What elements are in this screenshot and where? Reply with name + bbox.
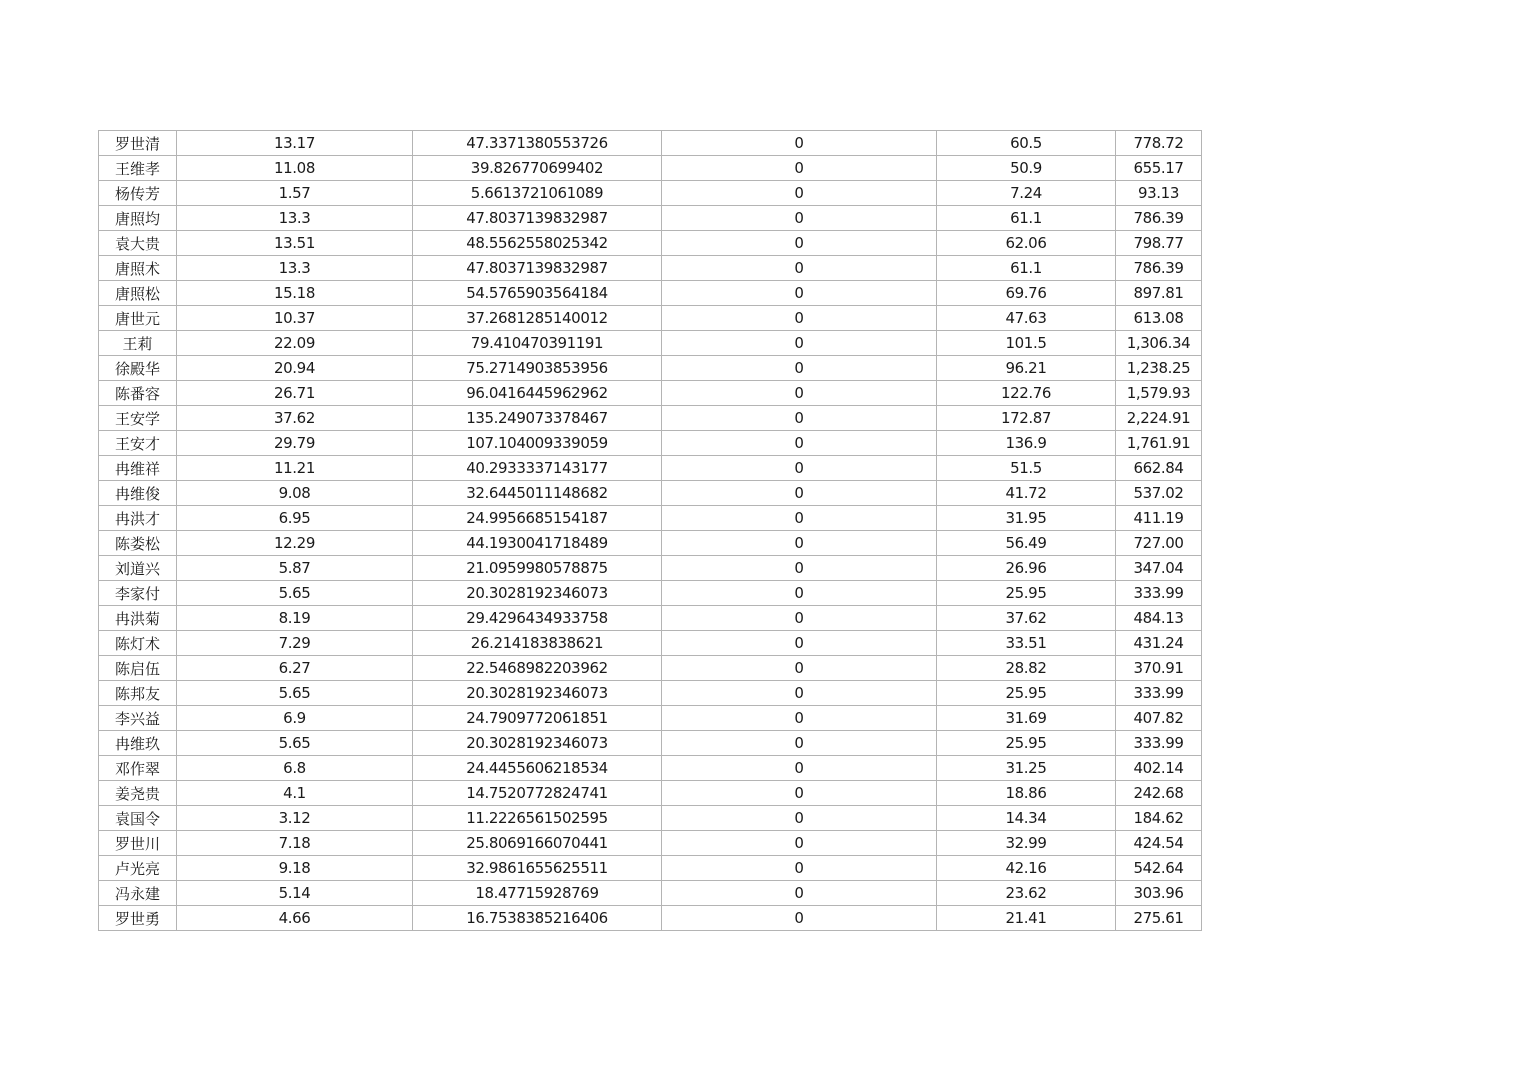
value-cell-d: 25.95 bbox=[937, 681, 1116, 706]
value-cell-d: 136.9 bbox=[937, 431, 1116, 456]
table-row bbox=[99, 281, 1202, 306]
value-cell-b: 20.3028192346073 bbox=[413, 731, 662, 756]
value-cell-b: 32.9861655625511 bbox=[413, 856, 662, 881]
amount-cell: 786.39 bbox=[1116, 256, 1202, 281]
value-cell-a: 8.19 bbox=[177, 606, 413, 631]
table-row bbox=[99, 131, 1202, 156]
value-cell-b: 39.826770699402 bbox=[413, 156, 662, 181]
table-row bbox=[99, 606, 1202, 631]
value-cell-c: 0 bbox=[662, 756, 937, 781]
table-row bbox=[99, 631, 1202, 656]
value-cell-d: 60.5 bbox=[937, 131, 1116, 156]
value-cell-b: 16.7538385216406 bbox=[413, 906, 662, 931]
amount-cell: 411.19 bbox=[1116, 506, 1202, 531]
name-cell: 李家付 bbox=[99, 581, 177, 606]
value-cell-d: 56.49 bbox=[937, 531, 1116, 556]
amount-cell: 370.91 bbox=[1116, 656, 1202, 681]
amount-cell: 333.99 bbox=[1116, 681, 1202, 706]
value-cell-d: 23.62 bbox=[937, 881, 1116, 906]
amount-cell: 407.82 bbox=[1116, 706, 1202, 731]
amount-cell: 242.68 bbox=[1116, 781, 1202, 806]
table-row bbox=[99, 481, 1202, 506]
name-cell: 冯永建 bbox=[99, 881, 177, 906]
value-cell-c: 0 bbox=[662, 881, 937, 906]
value-cell-d: 47.63 bbox=[937, 306, 1116, 331]
value-cell-c: 0 bbox=[662, 231, 937, 256]
value-cell-a: 5.65 bbox=[177, 731, 413, 756]
value-cell-a: 7.29 bbox=[177, 631, 413, 656]
value-cell-a: 3.12 bbox=[177, 806, 413, 831]
table-row bbox=[99, 681, 1202, 706]
value-cell-a: 9.08 bbox=[177, 481, 413, 506]
table-row bbox=[99, 256, 1202, 281]
value-cell-c: 0 bbox=[662, 406, 937, 431]
value-cell-d: 21.41 bbox=[937, 906, 1116, 931]
amount-cell: 424.54 bbox=[1116, 831, 1202, 856]
name-cell: 冉洪菊 bbox=[99, 606, 177, 631]
value-cell-d: 50.9 bbox=[937, 156, 1116, 181]
value-cell-d: 25.95 bbox=[937, 581, 1116, 606]
value-cell-b: 48.5562558025342 bbox=[413, 231, 662, 256]
value-cell-b: 5.6613721061089 bbox=[413, 181, 662, 206]
amount-cell: 542.64 bbox=[1116, 856, 1202, 881]
name-cell: 冉洪才 bbox=[99, 506, 177, 531]
amount-cell: 1,579.93 bbox=[1116, 381, 1202, 406]
value-cell-c: 0 bbox=[662, 531, 937, 556]
value-cell-c: 0 bbox=[662, 256, 937, 281]
value-cell-b: 79.410470391191 bbox=[413, 331, 662, 356]
table-row bbox=[99, 406, 1202, 431]
value-cell-a: 20.94 bbox=[177, 356, 413, 381]
amount-cell: 613.08 bbox=[1116, 306, 1202, 331]
value-cell-b: 22.5468982203962 bbox=[413, 656, 662, 681]
data-table bbox=[98, 130, 1202, 931]
value-cell-d: 61.1 bbox=[937, 256, 1116, 281]
table-row bbox=[99, 356, 1202, 381]
value-cell-c: 0 bbox=[662, 906, 937, 931]
value-cell-b: 40.2933337143177 bbox=[413, 456, 662, 481]
value-cell-c: 0 bbox=[662, 281, 937, 306]
value-cell-a: 29.79 bbox=[177, 431, 413, 456]
value-cell-c: 0 bbox=[662, 156, 937, 181]
value-cell-d: 51.5 bbox=[937, 456, 1116, 481]
amount-cell: 347.04 bbox=[1116, 556, 1202, 581]
table-row bbox=[99, 456, 1202, 481]
value-cell-b: 21.0959980578875 bbox=[413, 556, 662, 581]
value-cell-b: 54.5765903564184 bbox=[413, 281, 662, 306]
value-cell-a: 7.18 bbox=[177, 831, 413, 856]
value-cell-c: 0 bbox=[662, 306, 937, 331]
value-cell-b: 44.1930041718489 bbox=[413, 531, 662, 556]
value-cell-c: 0 bbox=[662, 706, 937, 731]
value-cell-b: 107.104009339059 bbox=[413, 431, 662, 456]
value-cell-a: 13.51 bbox=[177, 231, 413, 256]
value-cell-a: 11.08 bbox=[177, 156, 413, 181]
value-cell-a: 10.37 bbox=[177, 306, 413, 331]
table-row bbox=[99, 381, 1202, 406]
name-cell: 李兴益 bbox=[99, 706, 177, 731]
name-cell: 邓作翠 bbox=[99, 756, 177, 781]
value-cell-a: 13.3 bbox=[177, 256, 413, 281]
amount-cell: 778.72 bbox=[1116, 131, 1202, 156]
value-cell-c: 0 bbox=[662, 181, 937, 206]
amount-cell: 93.13 bbox=[1116, 181, 1202, 206]
name-cell: 冉维俊 bbox=[99, 481, 177, 506]
amount-cell: 402.14 bbox=[1116, 756, 1202, 781]
value-cell-c: 0 bbox=[662, 631, 937, 656]
table-row bbox=[99, 706, 1202, 731]
amount-cell: 184.62 bbox=[1116, 806, 1202, 831]
amount-cell: 537.02 bbox=[1116, 481, 1202, 506]
value-cell-b: 20.3028192346073 bbox=[413, 581, 662, 606]
table-row bbox=[99, 831, 1202, 856]
name-cell: 冉维祥 bbox=[99, 456, 177, 481]
amount-cell: 303.96 bbox=[1116, 881, 1202, 906]
name-cell: 陈娄松 bbox=[99, 531, 177, 556]
value-cell-b: 47.3371380553726 bbox=[413, 131, 662, 156]
table-row bbox=[99, 581, 1202, 606]
value-cell-c: 0 bbox=[662, 356, 937, 381]
value-cell-c: 0 bbox=[662, 856, 937, 881]
table-row bbox=[99, 656, 1202, 681]
value-cell-c: 0 bbox=[662, 206, 937, 231]
value-cell-a: 22.09 bbox=[177, 331, 413, 356]
value-cell-a: 4.66 bbox=[177, 906, 413, 931]
table-row bbox=[99, 231, 1202, 256]
table-row bbox=[99, 856, 1202, 881]
amount-cell: 333.99 bbox=[1116, 731, 1202, 756]
amount-cell: 275.61 bbox=[1116, 906, 1202, 931]
value-cell-c: 0 bbox=[662, 381, 937, 406]
name-cell: 王安才 bbox=[99, 431, 177, 456]
value-cell-d: 25.95 bbox=[937, 731, 1116, 756]
name-cell: 罗世清 bbox=[99, 131, 177, 156]
value-cell-d: 31.25 bbox=[937, 756, 1116, 781]
name-cell: 罗世勇 bbox=[99, 906, 177, 931]
value-cell-c: 0 bbox=[662, 481, 937, 506]
value-cell-c: 0 bbox=[662, 781, 937, 806]
amount-cell: 1,238.25 bbox=[1116, 356, 1202, 381]
amount-cell: 662.84 bbox=[1116, 456, 1202, 481]
value-cell-a: 13.17 bbox=[177, 131, 413, 156]
name-cell: 姜尧贵 bbox=[99, 781, 177, 806]
value-cell-a: 11.21 bbox=[177, 456, 413, 481]
value-cell-b: 47.8037139832987 bbox=[413, 256, 662, 281]
value-cell-b: 24.9956685154187 bbox=[413, 506, 662, 531]
value-cell-c: 0 bbox=[662, 131, 937, 156]
table-row bbox=[99, 881, 1202, 906]
value-cell-c: 0 bbox=[662, 831, 937, 856]
value-cell-b: 18.47715928769 bbox=[413, 881, 662, 906]
table-row bbox=[99, 756, 1202, 781]
name-cell: 袁大贵 bbox=[99, 231, 177, 256]
name-cell: 刘道兴 bbox=[99, 556, 177, 581]
value-cell-d: 61.1 bbox=[937, 206, 1116, 231]
table-row bbox=[99, 431, 1202, 456]
value-cell-c: 0 bbox=[662, 581, 937, 606]
table-row bbox=[99, 156, 1202, 181]
value-cell-d: 7.24 bbox=[937, 181, 1116, 206]
amount-cell: 333.99 bbox=[1116, 581, 1202, 606]
name-cell: 袁国令 bbox=[99, 806, 177, 831]
value-cell-d: 62.06 bbox=[937, 231, 1116, 256]
value-cell-d: 172.87 bbox=[937, 406, 1116, 431]
value-cell-d: 42.16 bbox=[937, 856, 1116, 881]
name-cell: 唐照术 bbox=[99, 256, 177, 281]
name-cell: 王安学 bbox=[99, 406, 177, 431]
table-row bbox=[99, 781, 1202, 806]
value-cell-c: 0 bbox=[662, 331, 937, 356]
value-cell-d: 96.21 bbox=[937, 356, 1116, 381]
name-cell: 陈灯术 bbox=[99, 631, 177, 656]
value-cell-d: 41.72 bbox=[937, 481, 1116, 506]
name-cell: 陈番容 bbox=[99, 381, 177, 406]
name-cell: 卢光亮 bbox=[99, 856, 177, 881]
value-cell-b: 47.8037139832987 bbox=[413, 206, 662, 231]
value-cell-b: 24.7909772061851 bbox=[413, 706, 662, 731]
amount-cell: 1,306.34 bbox=[1116, 331, 1202, 356]
amount-cell: 484.13 bbox=[1116, 606, 1202, 631]
value-cell-a: 15.18 bbox=[177, 281, 413, 306]
value-cell-d: 26.96 bbox=[937, 556, 1116, 581]
value-cell-b: 135.249073378467 bbox=[413, 406, 662, 431]
table-row bbox=[99, 806, 1202, 831]
value-cell-d: 122.76 bbox=[937, 381, 1116, 406]
value-cell-c: 0 bbox=[662, 681, 937, 706]
value-cell-b: 26.214183838621 bbox=[413, 631, 662, 656]
value-cell-c: 0 bbox=[662, 731, 937, 756]
amount-cell: 798.77 bbox=[1116, 231, 1202, 256]
value-cell-a: 26.71 bbox=[177, 381, 413, 406]
value-cell-a: 5.14 bbox=[177, 881, 413, 906]
name-cell: 徐殿华 bbox=[99, 356, 177, 381]
value-cell-c: 0 bbox=[662, 656, 937, 681]
value-cell-a: 6.27 bbox=[177, 656, 413, 681]
name-cell: 陈启伍 bbox=[99, 656, 177, 681]
value-cell-c: 0 bbox=[662, 456, 937, 481]
value-cell-b: 24.4455606218534 bbox=[413, 756, 662, 781]
value-cell-c: 0 bbox=[662, 506, 937, 531]
table-row bbox=[99, 556, 1202, 581]
value-cell-c: 0 bbox=[662, 431, 937, 456]
value-cell-b: 20.3028192346073 bbox=[413, 681, 662, 706]
value-cell-a: 4.1 bbox=[177, 781, 413, 806]
value-cell-a: 12.29 bbox=[177, 531, 413, 556]
name-cell: 冉维玖 bbox=[99, 731, 177, 756]
value-cell-d: 28.82 bbox=[937, 656, 1116, 681]
value-cell-b: 32.6445011148682 bbox=[413, 481, 662, 506]
name-cell: 王莉 bbox=[99, 331, 177, 356]
value-cell-a: 6.9 bbox=[177, 706, 413, 731]
table-body bbox=[99, 131, 1202, 931]
value-cell-d: 101.5 bbox=[937, 331, 1116, 356]
name-cell: 唐照松 bbox=[99, 281, 177, 306]
name-cell: 唐照均 bbox=[99, 206, 177, 231]
value-cell-a: 13.3 bbox=[177, 206, 413, 231]
name-cell: 王维孝 bbox=[99, 156, 177, 181]
value-cell-c: 0 bbox=[662, 806, 937, 831]
value-cell-d: 18.86 bbox=[937, 781, 1116, 806]
value-cell-a: 37.62 bbox=[177, 406, 413, 431]
table-row bbox=[99, 331, 1202, 356]
value-cell-a: 5.65 bbox=[177, 681, 413, 706]
value-cell-a: 5.87 bbox=[177, 556, 413, 581]
table-row bbox=[99, 906, 1202, 931]
value-cell-b: 96.0416445962962 bbox=[413, 381, 662, 406]
value-cell-d: 69.76 bbox=[937, 281, 1116, 306]
amount-cell: 786.39 bbox=[1116, 206, 1202, 231]
value-cell-b: 11.2226561502595 bbox=[413, 806, 662, 831]
value-cell-d: 31.69 bbox=[937, 706, 1116, 731]
amount-cell: 1,761.91 bbox=[1116, 431, 1202, 456]
value-cell-d: 37.62 bbox=[937, 606, 1116, 631]
value-cell-b: 25.8069166070441 bbox=[413, 831, 662, 856]
name-cell: 杨传芳 bbox=[99, 181, 177, 206]
amount-cell: 655.17 bbox=[1116, 156, 1202, 181]
value-cell-a: 6.95 bbox=[177, 506, 413, 531]
table-row bbox=[99, 731, 1202, 756]
value-cell-a: 1.57 bbox=[177, 181, 413, 206]
value-cell-b: 14.7520772824741 bbox=[413, 781, 662, 806]
table-row bbox=[99, 531, 1202, 556]
value-cell-b: 29.4296434933758 bbox=[413, 606, 662, 631]
value-cell-d: 32.99 bbox=[937, 831, 1116, 856]
table-row bbox=[99, 206, 1202, 231]
value-cell-c: 0 bbox=[662, 556, 937, 581]
value-cell-d: 31.95 bbox=[937, 506, 1116, 531]
value-cell-c: 0 bbox=[662, 606, 937, 631]
value-cell-a: 6.8 bbox=[177, 756, 413, 781]
name-cell: 唐世元 bbox=[99, 306, 177, 331]
value-cell-a: 5.65 bbox=[177, 581, 413, 606]
name-cell: 罗世川 bbox=[99, 831, 177, 856]
value-cell-b: 37.2681285140012 bbox=[413, 306, 662, 331]
table-row bbox=[99, 506, 1202, 531]
value-cell-d: 14.34 bbox=[937, 806, 1116, 831]
table-row bbox=[99, 181, 1202, 206]
table-row bbox=[99, 306, 1202, 331]
value-cell-a: 9.18 bbox=[177, 856, 413, 881]
amount-cell: 897.81 bbox=[1116, 281, 1202, 306]
value-cell-b: 75.2714903853956 bbox=[413, 356, 662, 381]
value-cell-d: 33.51 bbox=[937, 631, 1116, 656]
amount-cell: 431.24 bbox=[1116, 631, 1202, 656]
name-cell: 陈邦友 bbox=[99, 681, 177, 706]
amount-cell: 2,224.91 bbox=[1116, 406, 1202, 431]
amount-cell: 727.00 bbox=[1116, 531, 1202, 556]
